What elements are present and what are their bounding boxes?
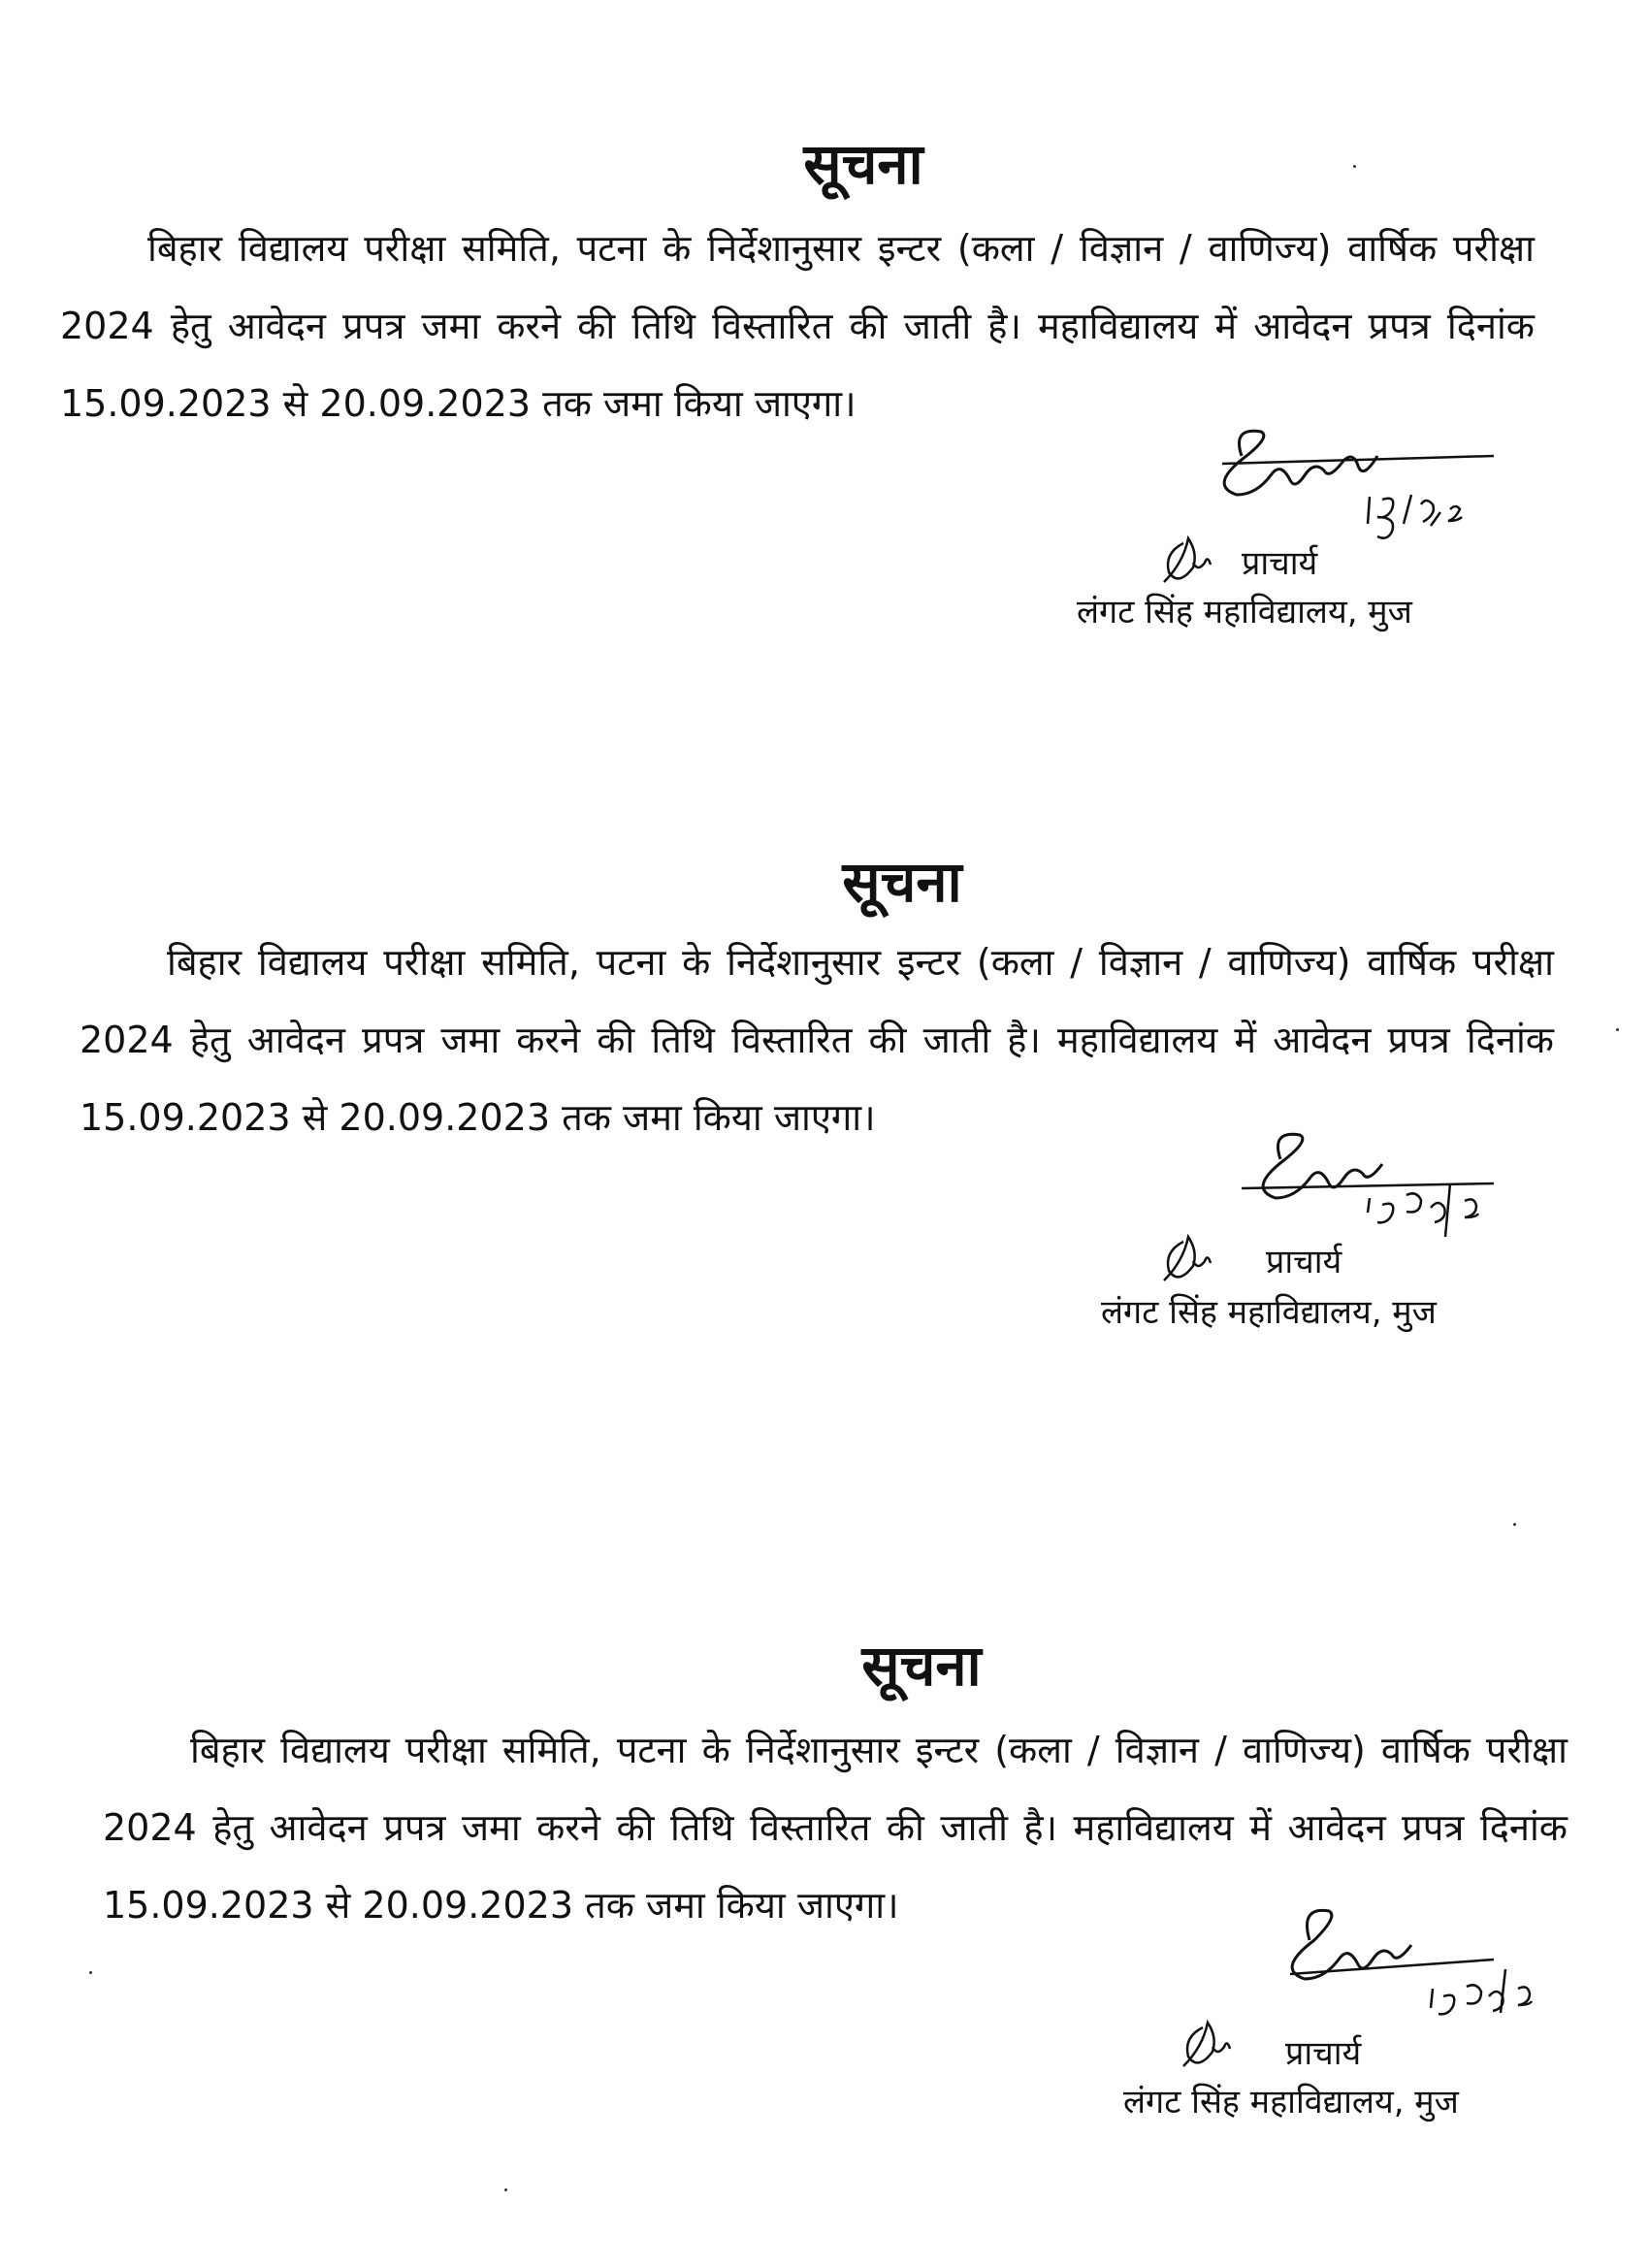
scan-speck	[1616, 1028, 1619, 1031]
notice-title: सूचना	[861, 1633, 982, 1699]
college-name: लंगट सिंह महाविद्यालय, मुज	[1123, 2083, 1459, 2122]
notice-body-text: बिहार विद्यालय परीक्षा समिति, पटना के निर्देशानुसार इन्टर (कला / विज्ञान / वाणिज्य) वार्षिक परीक्षा 2024 हेतु आवेदन प्रपत्र जमा करने की तिथि विस्तारित की जाती है। महाविद्यालय में आवेदन प्रपत्र दिनांक 15.09.2023 से 20.09.2023 तक जमा किया जाएगा।	[103, 1729, 1568, 1927]
signature-block	[1086, 1892, 1610, 2122]
principal-designation: प्राचार्य	[1242, 544, 1318, 583]
signature-block	[1067, 1116, 1591, 1339]
principal-designation: प्राचार्य	[1285, 2034, 1362, 2073]
notice-title: सूचना	[803, 131, 923, 197]
principal-designation: प्राचार्य	[1266, 1243, 1342, 1281]
college-name: लंगट सिंह महाविद्यालय, मुज	[1101, 1293, 1437, 1332]
scan-speck	[504, 2188, 507, 2191]
notice-title: सूचना	[842, 849, 962, 915]
college-name: लंगट सिंह महाविद्यालय, मुज	[1077, 593, 1412, 632]
scan-speck	[1353, 165, 1356, 168]
notice-body-text: बिहार विद्यालय परीक्षा समिति, पटना के निर्देशानुसार इन्टर (कला / विज्ञान / वाणिज्य) वार्षिक परीक्षा 2024 हेतु आवेदन प्रपत्र जमा करने की तिथि विस्तारित की जाती है। महाविद्यालय में आवेदन प्रपत्र दिनांक 15.09.2023 से 20.09.2023 तक जमा किया जाएगा।	[60, 227, 1535, 425]
scan-speck	[1513, 1523, 1516, 1526]
scan-speck	[89, 1971, 92, 1974]
notice-body-text: बिहार विद्यालय परीक्षा समिति, पटना के निर्देशानुसार इन्टर (कला / विज्ञान / वाणिज्य) वार्षिक परीक्षा 2024 हेतु आवेदन प्रपत्र जमा करने की तिथि विस्तारित की जाती है। महाविद्यालय में आवेदन प्रपत्र दिनांक 15.09.2023 से 20.09.2023 तक जमा किया जाएगा।	[80, 941, 1554, 1139]
